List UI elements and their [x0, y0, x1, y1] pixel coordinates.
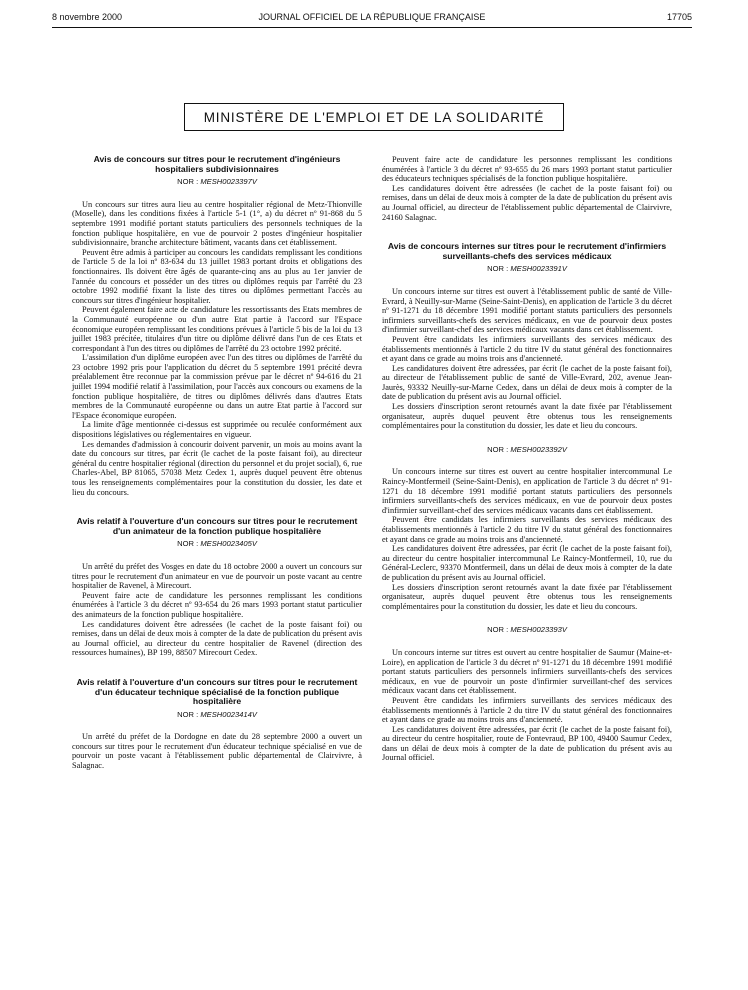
paragraph: Les candidatures doivent être adressées, par écrit (le cachet de la poste faisant foi), au directeur de l'établissement public de santé de Ville-Evrard, 202, avenue Jean-Jaurès, 93332 Neuilly-sur-Marne Cedex, dans un délai de deux mois à compter de la date de publication du présent avis au Journal officiel. — [382, 363, 672, 402]
paragraph: Peuvent faire acte de candidature les personnes remplissant les conditions énumérées à l'article 3 du décret nº 93-654 du 26 mars 1993 portant statut particulier des animateurs de la fonction publique hospitalière. — [72, 590, 362, 619]
paragraph: Les candidatures doivent être adressées (le cachet de la poste faisant foi) ou remises, dans un délai de deux mois à compter de la date de publication du présent avis au Journal officiel, au directeur du centre hospitalier de Ravenel (direction des ressources humaines), BP 199, 88507 Mirecourt Cedex. — [72, 619, 362, 658]
journal-title: JOURNAL OFFICIEL DE LA RÉPUBLIQUE FRANÇAISE — [258, 12, 486, 22]
paragraph: Les candidatures doivent être adressées, par écrit (le cachet de la poste faisant foi), au directeur du centre hospitalier, route de Fontevraud, BP 100, 49400 Saumur Cedex, dans un délai de deux mois à compter de la date de publication du présent avis au Journal officiel. — [382, 724, 672, 763]
nor-label: NOR : — [177, 709, 199, 719]
nor-reference — [382, 625, 672, 635]
paragraph: La limite d'âge mentionnée ci-dessus est supprimée ou reculée conformément aux dispositions législatives ou réglementaires en vigueur. — [72, 420, 362, 440]
nor-code: MESH0023392V — [510, 444, 567, 454]
nor-label: NOR : — [487, 264, 509, 274]
paragraph: Un concours interne sur titres est ouvert à l'établissement public de santé de Ville-Evrard, à Neuilly-sur-Marne (Seine-Saint-Denis), en application de l'article 3 du décret nº 91-1271 du 18 décembre 1991 modifié portant statuts particuliers des personnels infirmiers surveillants-chefs des services médicaux, en vue de pourvoir deux postes d'infirmier surveillant-chef des services médicaux vacants dans cet établissement. — [382, 286, 672, 335]
section-gap — [382, 222, 672, 242]
nor-reference — [72, 710, 362, 720]
nor-code: MESH0023397V — [200, 177, 257, 187]
notice-title: Avis de concours internes sur titres pour le recrutement d'infirmiers surveillants-chefs des services médicaux — [387, 241, 667, 261]
section-gap — [72, 658, 362, 678]
paragraph: Les dossiers d'inscription seront retournés avant la date fixée par l'établissement organisateur, auprès duquel peuvent être obtenus tous les renseignements complémentaires pour la constitution du dossier, les date et lieu du concours. — [382, 582, 672, 611]
nor-reference — [72, 177, 362, 187]
section-gap — [72, 497, 362, 517]
paragraph: Peuvent être candidats les infirmiers surveillants des services médicaux des établissements mentionnés à l'article 2 du titre IV du statut général des fonctionnaires et ayant dans ce grade au moins trois ans d'ancienneté. — [382, 334, 672, 364]
paragraph: Les candidatures doivent être adressées, par écrit (le cachet de la poste faisant foi), au directeur du centre hospitalier intercommunal Le Raincy-Montfermeil, 10, rue du Général-Leclerc, 93370 Montfermeil, dans un délai de deux mois à compter de la date de publication du présent avis au Journal officiel. — [382, 544, 672, 582]
paragraph: Peuvent être candidats les infirmiers surveillants des services médicaux des établissements mentionnés à l'article 2 du titre IV du statut général des fonctionnaires et ayant dans ce grade au moins trois ans d'ancienneté. — [382, 515, 672, 544]
paragraph: Les dossiers d'inscription seront retournés avant la date fixée par l'établissement organisateur, auprès duquel peuvent être obtenus tous les renseignements complémentaires pour la constitution du dossier, les date et lieu du concours. — [382, 402, 672, 431]
notice-surveillants-chefs — [382, 242, 672, 431]
nor-reference — [382, 264, 672, 274]
nor-code: MESH0023393V — [510, 625, 567, 635]
paragraph: Peuvent être candidats les infirmiers surveillants des services médicaux des établissements mentionnés à l'article 2 du titre IV du statut général des fonctionnaires et ayant dans ce grade au moins trois ans d'ancienneté. — [382, 695, 672, 725]
page-number: 17705 — [666, 12, 692, 22]
notice-raincy-montfermeil — [382, 445, 672, 612]
nor-label: NOR : — [177, 177, 199, 187]
right-column — [382, 155, 672, 763]
paragraph: Un arrêté du préfet des Vosges en date du 18 octobre 2000 a ouvert un concours sur titres pour le recrutement d'un animateur en vue de pourvoir un poste vacant au centre hospitalier de Ravenel, à Mirecourt. — [72, 561, 362, 591]
notice-ingenieurs — [72, 155, 362, 497]
nor-reference — [382, 445, 672, 455]
nor-label: NOR : — [487, 444, 509, 454]
paragraph: Peuvent également faire acte de candidature les ressortissants des Etats membres de la Communauté européenne ou d'un autre Etat partie à l'accord sur l'Espace économique européen remplissant les conditions prévues à l'article 5 bis de la loi du 13 juillet 1983 précitée, titulaires d'un titre ou diplôme délivré dans l'un de ces Etats et correspondant à l'un des titres ou diplômes de l'arrêté du 23 octobre 1992 précité. — [72, 305, 362, 353]
notice-educateur-continued — [382, 155, 672, 222]
notice-animateur — [72, 517, 362, 658]
nor-code: MESH0023414V — [200, 709, 257, 719]
nor-label: NOR : — [487, 625, 509, 635]
paragraph: Peuvent être admis à participer au concours les candidats remplissant les conditions de l'article 5 de la loi nº 83-634 du 13 juillet 1983 portant droits et obligations des fonctionnaires. Ils doivent être âgés de quarante-cinq ans au plus au 1er janvier de l'année du concours et posséder un des titres ou diplômes requis par l'arrêté du 23 octobre 1992 modifié fixant la liste des titres ou diplômes permettant l'accès au concours sur titres d'ingénieur hospitalier. — [72, 247, 362, 305]
notice-saumur — [382, 625, 672, 763]
nor-code: MESH0023391V — [510, 264, 567, 274]
paragraph: Un concours interne sur titres est ouvert au centre hospitalier intercommunal Le Raincy-Montfermeil (Seine-Saint-Denis), en application de l'article 3 du décret nº 91-1271 du 18 décembre 1991 modifié portant statuts particuliers des personnels infirmiers surveillants-chefs des services médicaux, en vue de pourvoir deux postes d'infirmier surveillant-chef des services médicaux vacants dans cet établissement. — [382, 467, 672, 515]
paragraph: Les demandes d'admission à concourir doivent parvenir, un mois au moins avant la date du concours sur titres, par écrit (le cachet de la poste faisant foi), au directeur général du centre hospitalier régional (direction du personnel et du projet social), 6, rue Charles-Abel, BP 81065, 57038 Metz Cedex 1, auprès duquel peuvent être obtenus tous les renseignements complémentaires pour la constitution du dossier, les date et lieu du concours. — [72, 439, 362, 497]
page-header — [52, 10, 692, 26]
notice-educateur — [72, 678, 362, 771]
nor-reference — [72, 539, 362, 549]
left-column — [72, 155, 362, 771]
paragraph: Un arrêté du préfet de la Dordogne en date du 28 septembre 2000 a ouvert un concours sur titres pour le recrutement d'un éducateur technique spécialisé en vue de pourvoir un poste vacant à l'établissement public départemental de Clairvivre, à Salagnac. — [72, 732, 362, 771]
paragraph: Un concours interne sur titres est ouvert au centre hospitalier de Saumur (Maine-et-Loire), en application de l'article 3 du décret nº 91-1271 du 18 décembre 1991 modifié portant statuts particuliers des personnels infirmiers surveillants-chefs des services médicaux, en vue de pourvoir un poste d'infirmier surveillant-chef des services médicaux vacant dans cet établissement. — [382, 647, 672, 696]
notice-title: Avis relatif à l'ouverture d'un concours sur titres pour le recrutement d'un éducateur technique spécialisé de la fonction publique hospitalière — [76, 676, 358, 707]
nor-label: NOR : — [177, 539, 199, 549]
header-date: 8 novembre 2000 — [52, 12, 123, 22]
notice-title: Avis relatif à l'ouverture d'un concours sur titres pour le recrutement d'un animateur de la fonction publique hospitalière — [76, 516, 358, 536]
notice-title: Avis de concours sur titres pour le recrutement d'ingénieurs hospitaliers subdivisionnaires — [93, 154, 341, 174]
paragraph: Peuvent faire acte de candidature les personnes remplissant les conditions énumérées à l'article 3 du décret nº 93-655 du 26 mars 1993 portant statut particulier des éducateurs techniques spécialisés de la fonction publique hospitalière. — [382, 155, 672, 184]
paragraph: L'assimilation d'un diplôme européen avec l'un des titres ou diplômes de l'arrêté du 23 octobre 1992 pris pour l'application du décret du 5 septembre 1991 précité devra préalablement être reconnue par la commission prévue par le décret nº 94-616 du 21 juillet 1994 modifié relatif à l'assimilation, pour l'accès aux concours ou examens de la fonction publique hospitalière, de titres ou diplômes délivrés dans d'autres Etats membres de la Communauté européenne ou dans un autre Etat partie à l'accord sur l'Espace économique européen. — [72, 353, 362, 420]
ministry-title: MINISTÈRE DE L'EMPLOI ET DE LA SOLIDARITÉ — [184, 103, 564, 131]
header-rule — [52, 27, 692, 28]
paragraph: Les candidatures doivent être adressées (le cachet de la poste faisant foi) ou remises, dans un délai de deux mois à compter de la date de publication du présent avis au Journal officiel, au directeur de l'établissement public départemental de Clairvivre, 24160 Salagnac. — [382, 183, 672, 222]
nor-code: MESH0023405V — [200, 539, 257, 549]
paragraph: Un concours sur titres aura lieu au centre hospitalier régional de Metz-Thionville (Moselle), dans les conditions fixées à l'article 5-1 (1°, a) du décret nº 91-868 du 5 septembre 1991 modifié portant statuts particuliers des personnels techniques de la fonction publique hospitalière, en vue de pourvoir 2 postes d'ingénieur hospitalier subdivisionnaire, branche architecture bâtiment, vacants dans cet établissement. — [72, 199, 362, 248]
